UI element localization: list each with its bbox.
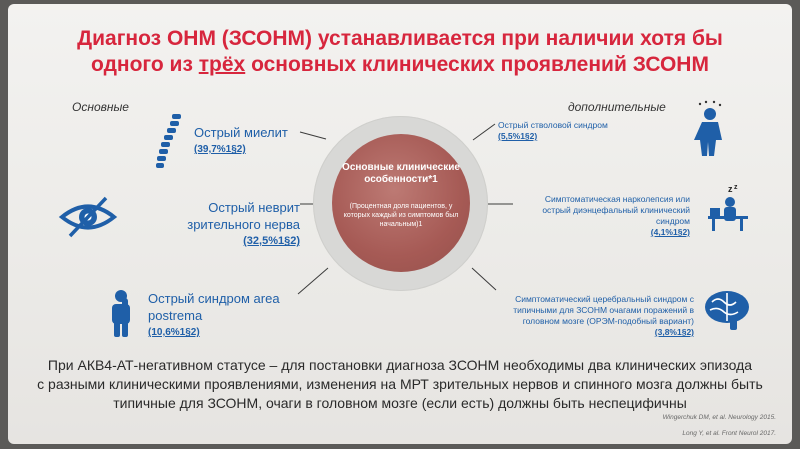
additional-narcolepsy — [516, 194, 690, 238]
title-line-2-end: основных клинических проявлений ЗСОНМ — [245, 53, 709, 76]
right-section-header: дополнительные — [568, 100, 666, 114]
main-symptom-area-postrema — [148, 290, 280, 341]
connector-brainstem — [473, 124, 495, 140]
center-circle — [332, 134, 470, 272]
main-symptom-myelitis — [194, 124, 288, 158]
area-postrema-label-1: Острый синдром area — [148, 291, 280, 306]
myelitis-percent: (39,7%1§2) — [194, 144, 246, 155]
connector-cerebral — [472, 268, 496, 290]
cerebral-line-1: Симптоматический церебральный синдром с — [515, 294, 694, 304]
reference-2: Long Y, et al. Front Neurol 2017. — [682, 430, 776, 437]
slide — [8, 4, 792, 444]
area-postrema-label-2: postrema — [148, 308, 203, 323]
area-postrema-percent: (10,6%1§2) — [148, 327, 200, 338]
myelitis-label: Острый миелит — [194, 125, 288, 140]
sleeping-person-icon — [706, 182, 752, 232]
spine-icon — [148, 112, 186, 170]
svg-text:z: z — [734, 184, 738, 191]
cerebral-line-3: головном мозге (ОРЭМ-подобный вариант) — [522, 316, 694, 326]
person-nausea-icon — [106, 288, 136, 338]
bottom-note — [18, 356, 782, 413]
additional-brainstem — [498, 120, 608, 142]
narcolepsy-line-2: острый диэнцефальный клинический — [542, 205, 690, 215]
brain-icon — [702, 288, 752, 332]
svg-text:z: z — [728, 184, 733, 194]
additional-cerebral — [488, 294, 694, 338]
optic-neuritis-percent: (32,5%1§2) — [243, 235, 300, 247]
optic-neuritis-label-1: Острый неврит — [208, 200, 300, 215]
reference-1: Wingerchuk DM, et al. Neurology 2015. — [662, 414, 776, 421]
title-line-1: Диагноз ОНМ (ЗСОНМ) устанавливается при наличии хотя бы — [77, 27, 723, 50]
bottom-note-line-1: При АКВ4-АТ-негативном статусе – для постановки диагноза ЗСОНМ необходимы два клинических эпизода — [47, 357, 753, 373]
center-subtitle: (Процентная доля пациентов, у которых каждый из симптомов был начальным)1 — [343, 203, 459, 228]
cerebral-percent: (3,8%1§2) — [654, 327, 694, 337]
narcolepsy-line-3: синдром — [656, 216, 690, 226]
bottom-note-line-3: типичные для ЗСОНМ, очаги в головном мозге (если есть) должны быть неспецифичны — [113, 395, 687, 411]
title-line-2-start: одного из — [91, 53, 199, 76]
brainstem-label: Острый стволовой синдром — [498, 120, 608, 130]
brainstem-percent: (5,5%1§2) — [498, 131, 538, 141]
main-symptom-optic-neuritis — [174, 199, 300, 250]
title-underlined-word: трёх — [198, 53, 246, 76]
connector-myelitis — [300, 132, 326, 139]
eye-icon — [58, 194, 118, 240]
cerebral-line-2: типичными для ЗСОНМ очагами поражений в — [513, 305, 694, 315]
left-section-header: Основные — [72, 100, 129, 114]
optic-neuritis-label-2: зрительного нерва — [187, 217, 300, 232]
bottom-note-line-2: с разными клиническими проявлениями, изменения на МРТ зрительных нервов и спинного мозга должны быть — [37, 376, 763, 392]
center-title: Основные клинические особенности*1 — [342, 162, 460, 185]
dizzy-person-icon — [692, 100, 728, 158]
narcolepsy-percent: (4,1%1§2) — [650, 227, 690, 237]
connector-area-postrema — [298, 268, 328, 294]
narcolepsy-line-1: Симптоматическая нарколепсия или — [544, 194, 690, 204]
